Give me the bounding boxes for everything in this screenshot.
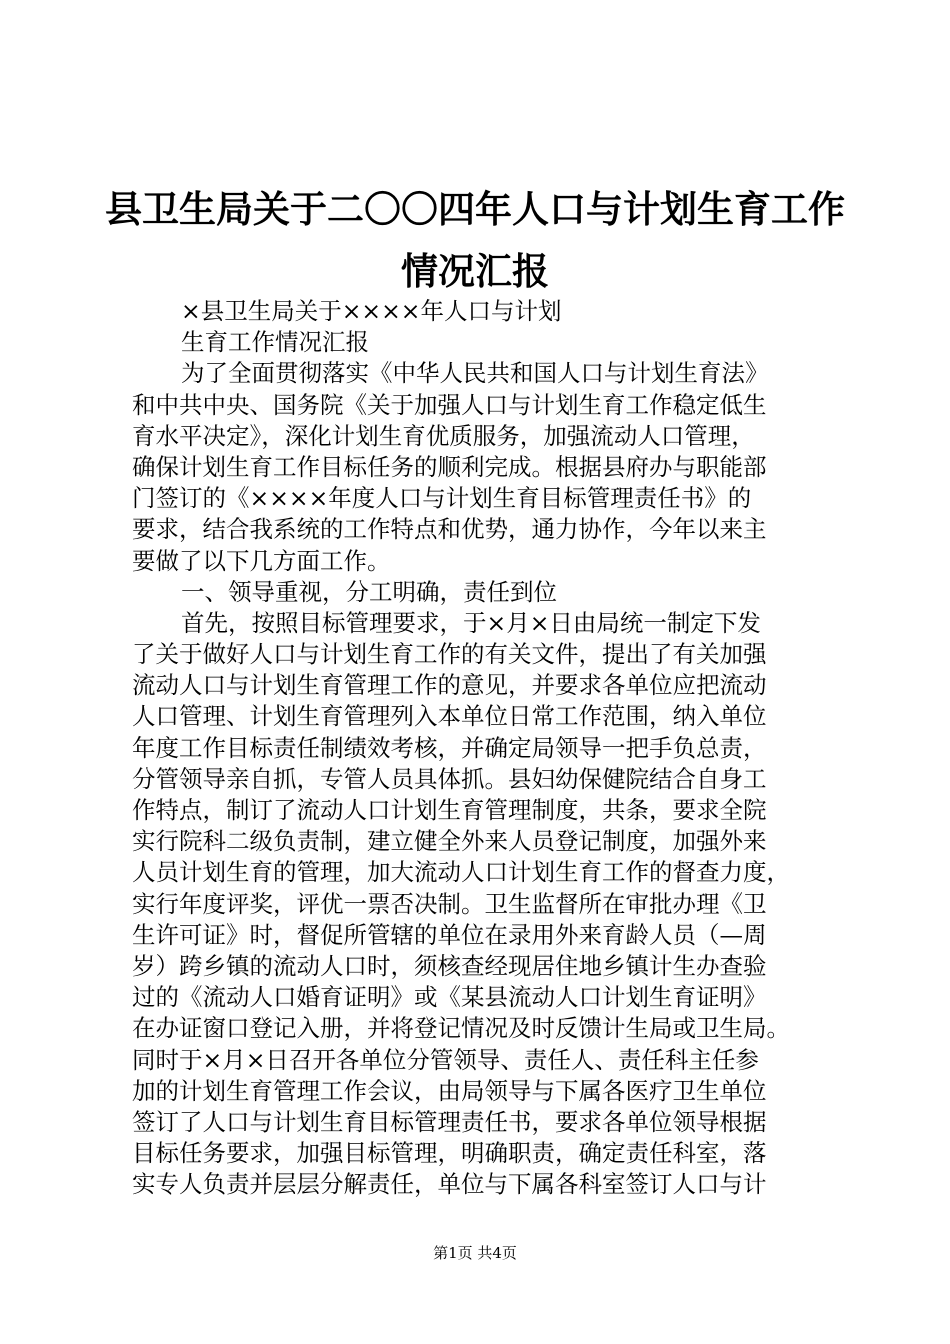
body-text-line: 实行年度评奖，评优一票否决制。卫生监督所在审批办理《卫 — [132, 889, 767, 918]
body-text-line: 实行院科二级负责制，建立健全外来人员登记制度，加强外来 — [132, 827, 767, 856]
body-text-line: 要做了以下几方面工作。 — [132, 546, 391, 575]
body-text-line: 作特点，制订了流动人口计划生育管理制度，共条，要求全院 — [132, 796, 767, 824]
body-text-line: 签订了人口与计划生育目标管理责任书，要求各单位领导根据 — [132, 1107, 767, 1136]
body-text-line: 在办证窗口登记入册，并将登记情况及时反馈计生局或卫生局。 — [132, 1014, 790, 1043]
body-text-line: 首先，按照目标管理要求，于×月×日由局统一制定下发 — [181, 608, 761, 637]
body-text-line: 确保计划生育工作目标任务的顺利完成。根据县府办与职能部 — [132, 452, 767, 481]
body-text-line: 实专人负责并层层分解责任，单位与下属各科室签订人口与计 — [132, 1170, 767, 1199]
document-title-line-2: 情况汇报 — [401, 250, 549, 293]
body-text-line: 一、领导重视，分工明确，责任到位 — [181, 577, 557, 606]
body-text-line: 育水平决定》，深化计划生育优质服务，加强流动人口管理， — [132, 421, 755, 450]
document-body — [132, 296, 832, 1200]
body-text-line: 同时于×月×日召开各单位分管领导、责任人、责任科主任参 — [132, 1045, 759, 1074]
body-text-line: 加的计划生育管理工作会议，由局领导与下属各医疗卫生单位 — [132, 1076, 767, 1105]
body-text-line: 和中共中央、国务院《关于加强人口与计划生育工作稳定低生 — [132, 390, 767, 419]
body-text-line: 生许可证》时，督促所管辖的单位在录用外来育龄人员（—周 — [132, 920, 767, 949]
body-text-line: 分管领导亲自抓，专管人员具体抓。县妇幼保健院结合自身工 — [132, 764, 767, 793]
body-text-line: 为了全面贯彻落实《中华人民共和国人口与计划生育法》 — [181, 359, 769, 388]
body-text-line: 年度工作目标责任制绩效考核，并确定局领导一把手负总责， — [132, 733, 767, 762]
body-text-line: 了关于做好人口与计划生育工作的有关文件，提出了有关加强 — [132, 640, 767, 669]
page-footer: 第1页 共4页 — [433, 1244, 517, 1262]
body-text-line: 人员计划生育的管理，加大流动人口计划生育工作的督查力度， — [132, 858, 790, 887]
body-text-line: ×县卫生局关于××××年人口与计划 — [181, 297, 562, 325]
body-text-line: 流动人口与计划生育管理工作的意见，并要求各单位应把流动 — [132, 671, 767, 700]
document-title-line-1: 县卫生局关于二〇〇四年人口与计划生育工作 — [105, 188, 845, 231]
body-text-line: 目标任务要求，加强目标管理，明确职责，确定责任科室，落 — [132, 1139, 767, 1168]
body-text-line: 要求，结合我系统的工作特点和优势，通力协作，今年以来主 — [132, 515, 767, 544]
body-text-line: 门签订的《××××年度人口与计划生育目标管理责任书》的 — [132, 484, 752, 513]
body-text-line: 过的《流动人口婚育证明》或《某县流动人口计划生育证明》 — [132, 983, 767, 1012]
body-text-line: 岁）跨乡镇的流动人口时，须核查经现居住地乡镇计生办查验 — [132, 951, 767, 980]
body-text-line: 人口管理、计划生育管理列入本单位日常工作范围，纳入单位 — [132, 702, 767, 731]
body-text-line: 生育工作情况汇报 — [181, 328, 369, 357]
